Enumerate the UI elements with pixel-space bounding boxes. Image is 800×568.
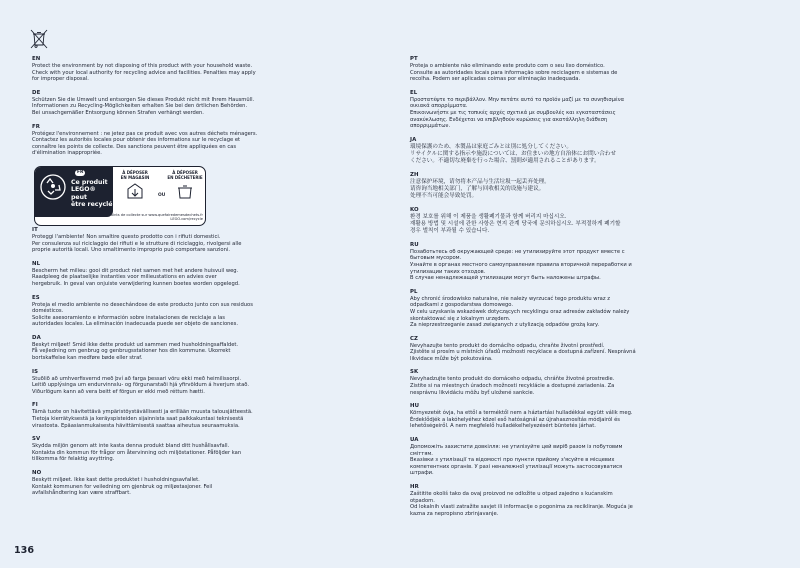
disposal-notice-text: Προστατέψτε το περιβάλλον. Μην πετάτε αυτό το προϊόν μαζί με τα συνηθισμένα οικιακά απορρίμματα. Επικοινωνήστε με τις τοπικές αρχές σχετικά με συμβουλές και εγκαταστάσεις ανακύκλωσης. Ενδέχεται να επιβληθούν κυρώσεις για ακατάλληλη διάθεση απορριμμάτων. bbox=[410, 96, 625, 130]
language-block-no bbox=[32, 470, 300, 497]
badge-option-center-label: À DÉPOSER EN DÉCHETERIE bbox=[167, 170, 203, 180]
language-block-zh bbox=[410, 172, 678, 200]
right-column bbox=[410, 56, 678, 524]
disposal-notice-text: Nevyhazujte tento produkt do domácího odpadu, chraňte životní prostředí. Zjistěte si prosím u místních úřadů možnosti recyklace a dostupná zařízení. Nesprávná likvidace může být pokutována. bbox=[410, 342, 636, 362]
disposal-notice-text: Proteggi l'ambiente! Non smaltire questo prodotto con i rifiuti domestici. Per consulenza sul riciclaggio dei rifiuti e le strutture di riciclaggio, rivolgersi alle proprie autorità locali. Uno smaltimento improprio può comportare sanzioni. bbox=[32, 233, 242, 254]
left-bottom-entries bbox=[32, 227, 300, 497]
store-drop-icon bbox=[126, 183, 144, 199]
disposal-notice-text: Tämä tuote on hävitettävä ympäristöystävällisesti ja erillään muusta talousjätteestä. Tietoja kierrätyksestä ja keräyspisteiden sijainnista saat paikkakuntasi teknisestä virastosta. Epäasianmukaisesta hävittämisestä saattaa aiheutua seuraamuksia. bbox=[32, 409, 253, 429]
language-block-es bbox=[32, 295, 300, 328]
language-block-ja bbox=[410, 137, 678, 165]
language-code: UA bbox=[410, 437, 419, 444]
language-block-de bbox=[32, 90, 300, 117]
language-code: CZ bbox=[410, 335, 419, 342]
language-block-ua bbox=[410, 437, 678, 477]
disposal-notice-text: Допоможіть захистити довкілля: не утилізуйте цей виріб разом із побутовим сміттям. Вказівки з утилізації та відомості про пункти прийому з'ясуйте в місцевих компетентних органів. У разі неналежної утилізації можуть застосовуватися штрафи. bbox=[410, 444, 623, 477]
language-code: DE bbox=[32, 89, 41, 96]
language-code: KO bbox=[410, 206, 419, 213]
waste-center-icon bbox=[176, 183, 194, 199]
language-code: IT bbox=[32, 226, 38, 233]
language-code: RU bbox=[410, 241, 419, 248]
language-block-en bbox=[32, 56, 300, 83]
recycling-badge bbox=[34, 166, 206, 226]
disposal-notice-text: Környezetét óvja, ha ettől a terméktől nem a háztartási hulladékkal együtt válik meg. Érdeklődjék a lakóhelyéhez közel eső hatóságnál az újrahasznosítás módjairól és lehetőségeiről. A nem megfelelő hulladékelhelyezésért büntetés járhat. bbox=[410, 410, 633, 430]
left-column bbox=[32, 56, 300, 504]
language-code: SK bbox=[410, 369, 419, 376]
language-block-ru bbox=[410, 242, 678, 282]
language-code: ZH bbox=[410, 171, 419, 178]
language-block-el bbox=[410, 90, 678, 130]
badge-or-text: OU bbox=[158, 193, 166, 198]
language-code: FI bbox=[32, 402, 38, 409]
disposal-notice-text: Protégez l'environnement : ne jetez pas ce produit avec vos autres déchets ménagers. Contactez les autorités locales pour obtenir des informations sur le recyclage et connaître les points de collecte. Des sanctions peuvent être appliquées en cas d'élimination inappropriée. bbox=[32, 130, 258, 157]
crossed-out-wheelie-bin-icon bbox=[30, 29, 48, 49]
badge-option-store-label: À DÉPOSER EN MAGASIN bbox=[120, 170, 150, 180]
language-code: FR bbox=[32, 123, 41, 130]
badge-country-tag: FR bbox=[77, 170, 84, 175]
language-code: NO bbox=[32, 470, 42, 476]
language-code: PT bbox=[410, 56, 418, 62]
disposal-notice-text: 環境保護のため、本製品は家庭ごみとは別に処分してください。 リサイクルに関する指示や施設については、お住まいの地方自治体にお問い合わせ ください。不適切な廃棄を行った場合、罰則が適用されることがあります。 bbox=[410, 143, 617, 164]
disposal-notice-text: Proteja el medio ambiente no desechándose de este producto junto con sus residuos domésticos. Solicite asesoramiento e información sobre instalaciones de reciclaje a las autoridades locales. La eliminación inadecuada puede ser objeto de sanciones. bbox=[32, 301, 253, 328]
language-code: HR bbox=[410, 484, 419, 490]
language-block-hu bbox=[410, 403, 678, 430]
badge-option-center bbox=[165, 171, 205, 203]
language-code: EL bbox=[410, 89, 418, 96]
language-block-pl bbox=[410, 289, 678, 329]
disposal-notice-text: Schützen Sie die Umwelt und entsorgen Sie dieses Produkt nicht mit Ihrem Hausmüll. Informationen zu Recycling-Möglichkeiten erhalten Sie bei den örtlichen Behörden. Bei unsachgemäßer Entsorgung können Strafen verhängt werden. bbox=[32, 96, 255, 116]
badge-footer: Points de collecte sur www.quefairedemesdechets.fr LEGO.com/recycle bbox=[108, 213, 203, 222]
language-block-is bbox=[32, 369, 300, 396]
language-block-ko bbox=[410, 207, 678, 235]
disposal-notice-text: Skydda miljön genom att inte kasta denna produkt bland ditt hushållsavfall. Kontakta din kommun för frågor om återvinning och miljöstationer. Påföljder kan tillkomma för felaktig avyttring. bbox=[32, 443, 242, 463]
language-code: ES bbox=[32, 294, 40, 301]
disposal-notice-text: Protect the environment by not disposing of this product with your household waste. Check with your local authority for recycling advice and facilities. Penalties may apply for improper disposal. bbox=[32, 63, 256, 83]
disposal-notice-text: 환경 보호를 위해 이 제품을 생활폐기물과 함께 버리지 마십시오. 재활용 방법 및 시설에 관한 사항은 현지 관계 당국에 문의하십시오. 부적절하게 폐기할 경우 벌칙이 부과될 수 있습니다. bbox=[410, 213, 621, 234]
disposal-notice-text: Nevyhadzujte tento produkt do domáceho odpadu, chráňte životné prostredie. Zistite si na miestnych úradoch možnosti recyklácie a dostupné zariadenia. Za nesprávnu likvidáciu môžu byť uložené sankcie. bbox=[410, 376, 615, 396]
language-code: IS bbox=[32, 368, 39, 375]
language-block-hr bbox=[410, 484, 678, 517]
language-code: HU bbox=[410, 403, 420, 410]
language-block-sk bbox=[410, 369, 678, 396]
language-block-fi bbox=[32, 402, 300, 429]
language-block-it bbox=[32, 227, 300, 254]
page-number: 136 bbox=[14, 545, 35, 556]
disposal-notice-text: Bescherm het milieu: gooi dit product niet samen met het andere huisvuil weg. Raadpleeg de plaatselijke instanties voor milieustations en advies over hergebruik. In geval van onjuiste verwijdering kunnen boetes worden opgelegd. bbox=[32, 267, 240, 287]
disposal-notice-text: Stuðlið að umhverfisvernd með því að farga þessari vöru ekki með heimilissorpi. Leitið upplýsinga um endurvinnslu- og förgunarstaði hjá yfirvöldum á hverjum stað. Viðurlögum kann að vera beitt ef förgun er ekki með réttum hætti. bbox=[32, 375, 250, 395]
language-block-fr bbox=[32, 124, 300, 157]
language-block-cz bbox=[410, 336, 678, 363]
language-code: SV bbox=[32, 436, 41, 443]
language-code: PL bbox=[410, 288, 418, 295]
badge-option-store bbox=[115, 171, 155, 203]
disposal-notice-text: Beskyt miljøet! Smid ikke dette produkt ud sammen med husholdningsaffaldet. Få vejledning om genbrug og genbrugsstationer hos din kommune. Ukorrekt bortskaffelse kan medføre bøde eller straf. bbox=[32, 341, 239, 362]
disposal-notice-text: Aby chronić środowisko naturalne, nie należy wyrzucać tego produktu wraz z odpadkami z gospodarstwa domowego. W celu uzyskania wskazówek dotyczących recyklingu oraz adresów zakładów należy skontaktować się z lokalnym urzędem. Za nieprzestrzeganie zasad związanych z utylizacją odpadów grożą kary. bbox=[410, 295, 630, 329]
language-block-nl bbox=[32, 261, 300, 288]
language-code: EN bbox=[32, 56, 41, 62]
language-block-pt bbox=[410, 56, 678, 83]
language-block-sv bbox=[32, 436, 300, 463]
disposal-notice-text: Zaštitite okoliš tako da ovaj proizvod ne odložite u otpad zajedno s kućanskim otpadom. Od lokalnih vlasti zatražite savjet ili informacije o pogonima za recikliranje. Moguća je kazna za nepropisno zbrinjavanje. bbox=[410, 491, 633, 517]
badge-main-text: Ce produit LEGO® peut être recyclé bbox=[71, 179, 113, 209]
recycle-person-icon bbox=[39, 173, 67, 201]
disposal-notice-text: Beskytt miljøet. Ikke kast dette produktet i husholdningsavfallet. Kontakt kommunen for veiledning om gjenbruk og miljøstasjoner. Feil avfallshåndtering kan være straffbart. bbox=[32, 477, 213, 497]
disposal-notice-text: Позаботьтесь об окружающей среде: не утилизируйте этот продукт вместе с бытовым мусором. Узнайте в органах местного самоуправления правила вторичной переработки и утилизации таких отходов. В случае ненадлежащей утилизации могут быть наложены штрафы. bbox=[410, 248, 632, 282]
left-top-entries bbox=[32, 56, 300, 157]
language-block-da bbox=[32, 335, 300, 362]
disposal-notice-text: 注意保护环境，请勿将本产品与生活垃圾一起丢弃处理。 请咨询当地相关部门，了解与回收相关的设施与建议。 处理不当可能会导致处罚。 bbox=[410, 178, 550, 199]
disposal-notice-text: Proteja o ambiente não eliminando este produto com o seu lixo doméstico. Consulte as autoridades locais para informação sobre reciclagem e sistemas de recolha. Podem ser aplicadas coimas por eliminação inadequada. bbox=[410, 63, 618, 83]
language-code: JA bbox=[410, 136, 417, 143]
language-code: DA bbox=[32, 334, 41, 341]
language-code: NL bbox=[32, 260, 41, 267]
